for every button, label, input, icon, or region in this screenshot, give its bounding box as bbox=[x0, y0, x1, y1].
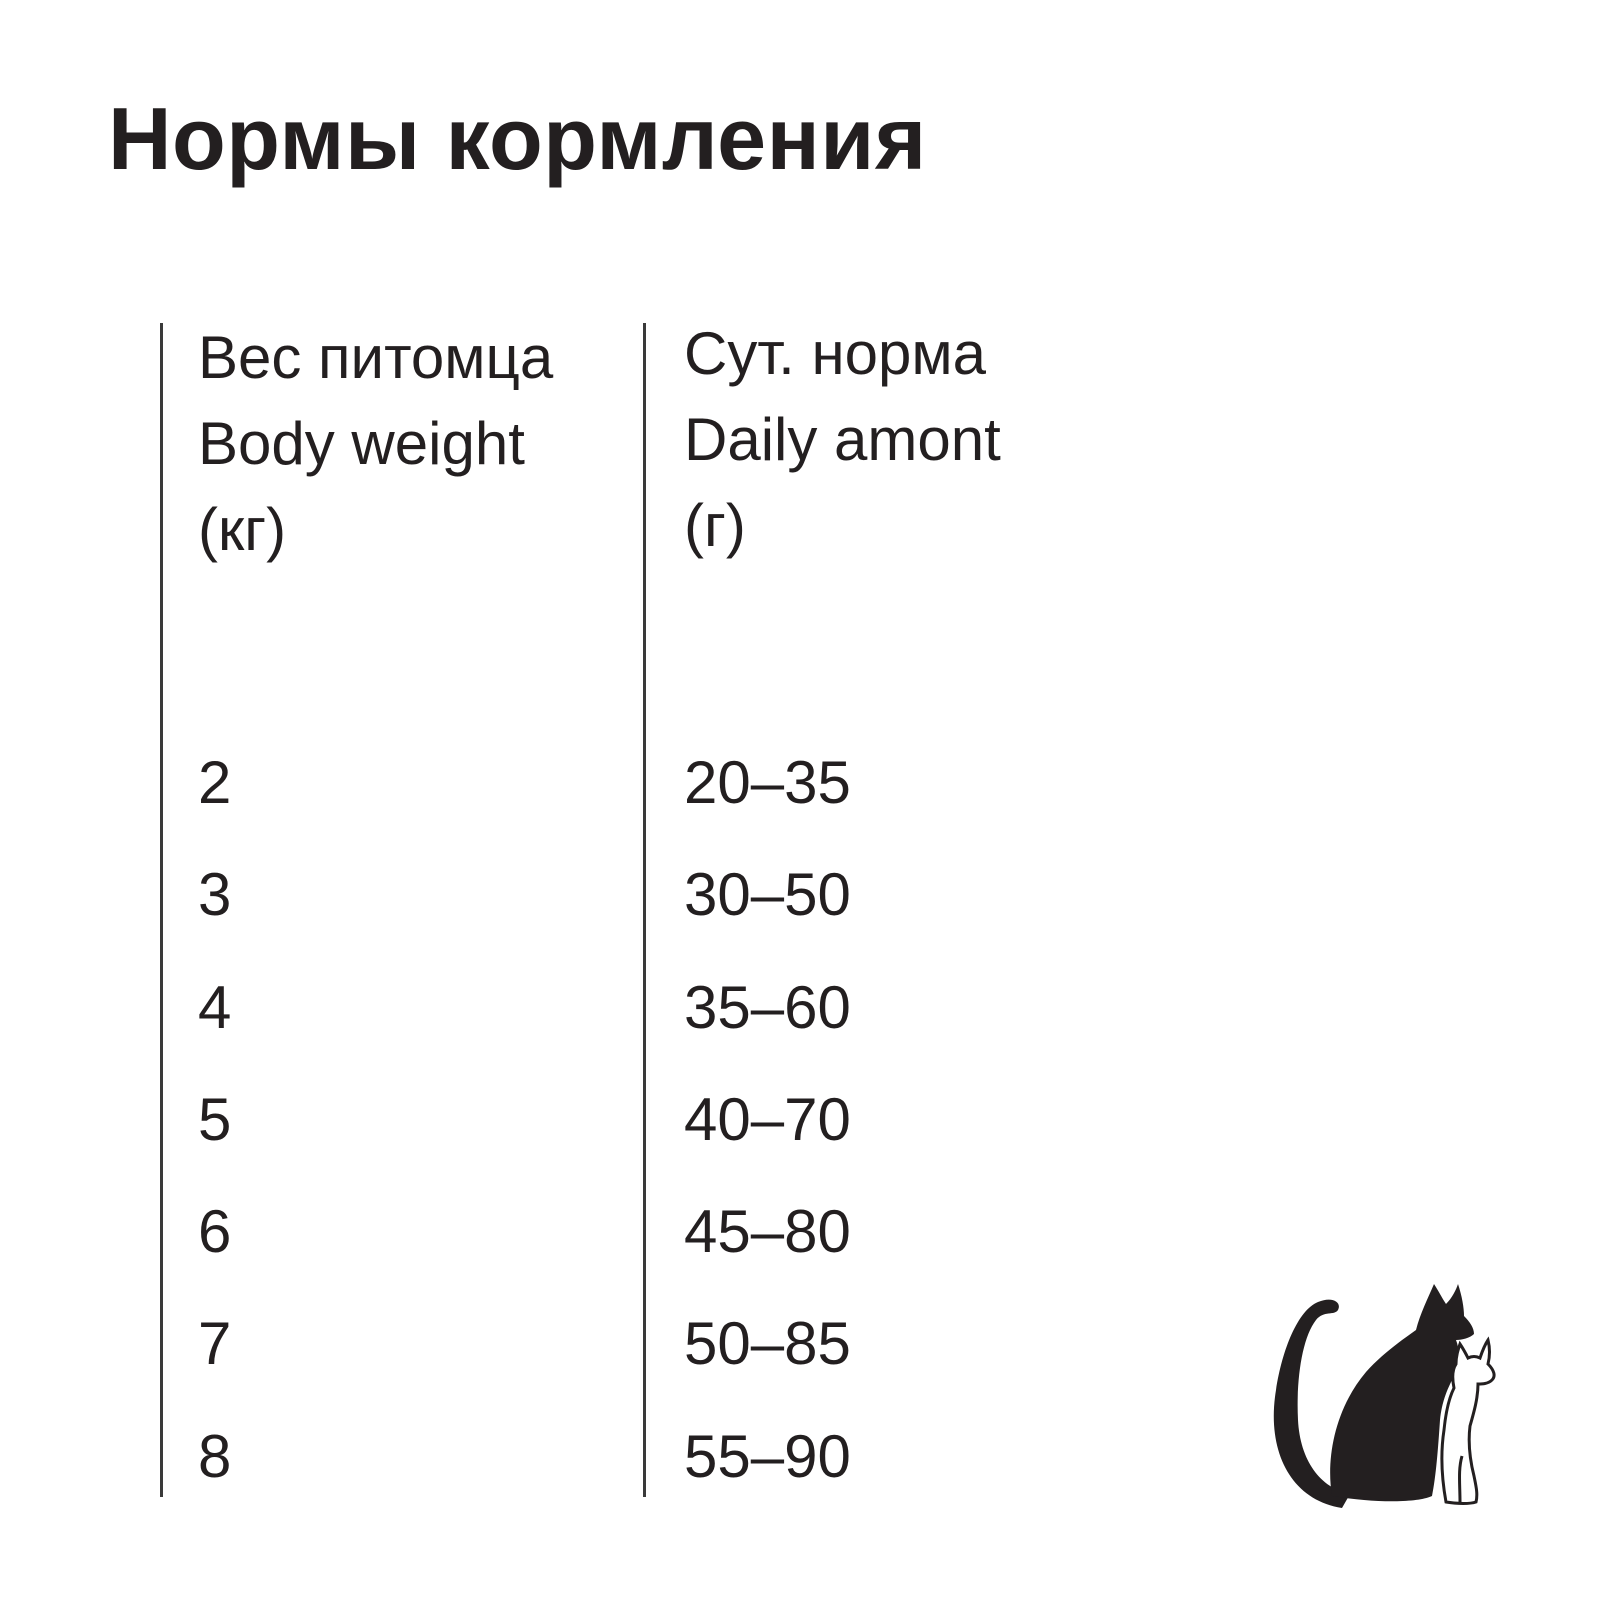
amount-cell: 40–70 bbox=[684, 1085, 851, 1153]
weight-cell: 3 bbox=[198, 861, 232, 929]
table-row bbox=[0, 965, 1600, 1077]
weight-header-en: Body weight bbox=[198, 410, 525, 477]
amount-cell: 55–90 bbox=[684, 1422, 851, 1490]
amount-header-unit: (г) bbox=[684, 492, 746, 559]
weight-cell: 7 bbox=[198, 1310, 232, 1378]
amount-cell: 50–85 bbox=[684, 1310, 851, 1378]
amount-cell: 45–80 bbox=[684, 1198, 851, 1266]
table-row bbox=[0, 1077, 1600, 1189]
amount-header-ru: Сут. норма bbox=[684, 320, 986, 387]
weight-cell: 4 bbox=[198, 973, 232, 1041]
weight-cell: 2 bbox=[198, 749, 232, 816]
page-title: Нормы кормления bbox=[108, 89, 927, 188]
weight-cell: 6 bbox=[198, 1198, 232, 1266]
weight-header-ru: Вес питомца bbox=[198, 324, 554, 391]
amount-cell: 30–50 bbox=[684, 861, 851, 929]
cat-and-kitten-silhouette-icon bbox=[1270, 1280, 1510, 1520]
table-row bbox=[0, 740, 1600, 852]
weight-cell: 8 bbox=[198, 1422, 232, 1490]
amount-cell: 35–60 bbox=[684, 973, 851, 1041]
amount-header-en: Daily amont bbox=[684, 406, 1001, 473]
weight-header-unit: (кг) bbox=[198, 496, 287, 563]
weight-column-header bbox=[198, 315, 553, 573]
amount-cell: 20–35 bbox=[684, 749, 851, 816]
weight-cell: 5 bbox=[198, 1085, 232, 1153]
amount-column-header bbox=[684, 311, 1001, 569]
table-row bbox=[0, 852, 1600, 964]
